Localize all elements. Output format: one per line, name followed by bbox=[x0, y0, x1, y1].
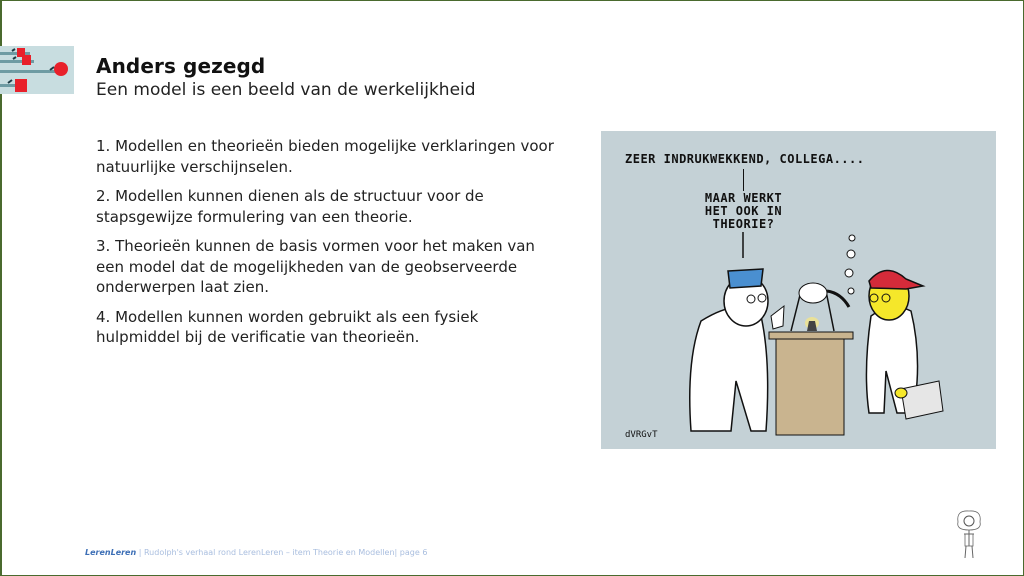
footer-brand: LerenLeren bbox=[85, 548, 137, 557]
cartoon-caption-line2: HET OOK IN bbox=[704, 204, 783, 218]
slide-title: Anders gezegd bbox=[96, 54, 266, 78]
cartoon-caption-line1: MAAR WERKT bbox=[704, 191, 783, 205]
cartoon-image bbox=[601, 131, 996, 449]
point-item: 2. Modellen kunnen dienen als de structuur voor de stapsgewijze formulering van een theorie. bbox=[96, 187, 484, 226]
cartoon-drawing bbox=[601, 131, 996, 449]
cartoon-caption-line3: THEORIE? bbox=[712, 217, 775, 231]
point-item: 1. Modellen en theorieën bieden mogelijke verklaringen voor natuurlijke verschijnselen. bbox=[96, 137, 554, 176]
slide-subtitle: Een model is een beeld van de werkelijkheid bbox=[96, 80, 476, 100]
point-item: 4. Modellen kunnen worden gebruikt als een fysiek hulpmiddel bij de verificatie van theorieën. bbox=[96, 307, 479, 346]
svg-text:dVRGvT: dVRGvT bbox=[625, 430, 658, 440]
footer-text: | Rudolph's verhaal rond LerenLeren – item Theorie en Modellen| page 6 bbox=[138, 548, 428, 557]
point-item: 3. Theorieën kunnen de basis vormen voor het maken van een model dat de mogelijkheden van de geobserveerde onderwerpen laat zien. bbox=[96, 237, 535, 296]
footer bbox=[85, 548, 427, 557]
mascot-figure-icon bbox=[952, 508, 986, 560]
logo-runners-icon bbox=[0, 46, 74, 94]
cartoon-caption-top: ZEER INDRUKWEKKEND, COLLEGA.... bbox=[625, 152, 865, 166]
points-list bbox=[96, 136, 566, 357]
